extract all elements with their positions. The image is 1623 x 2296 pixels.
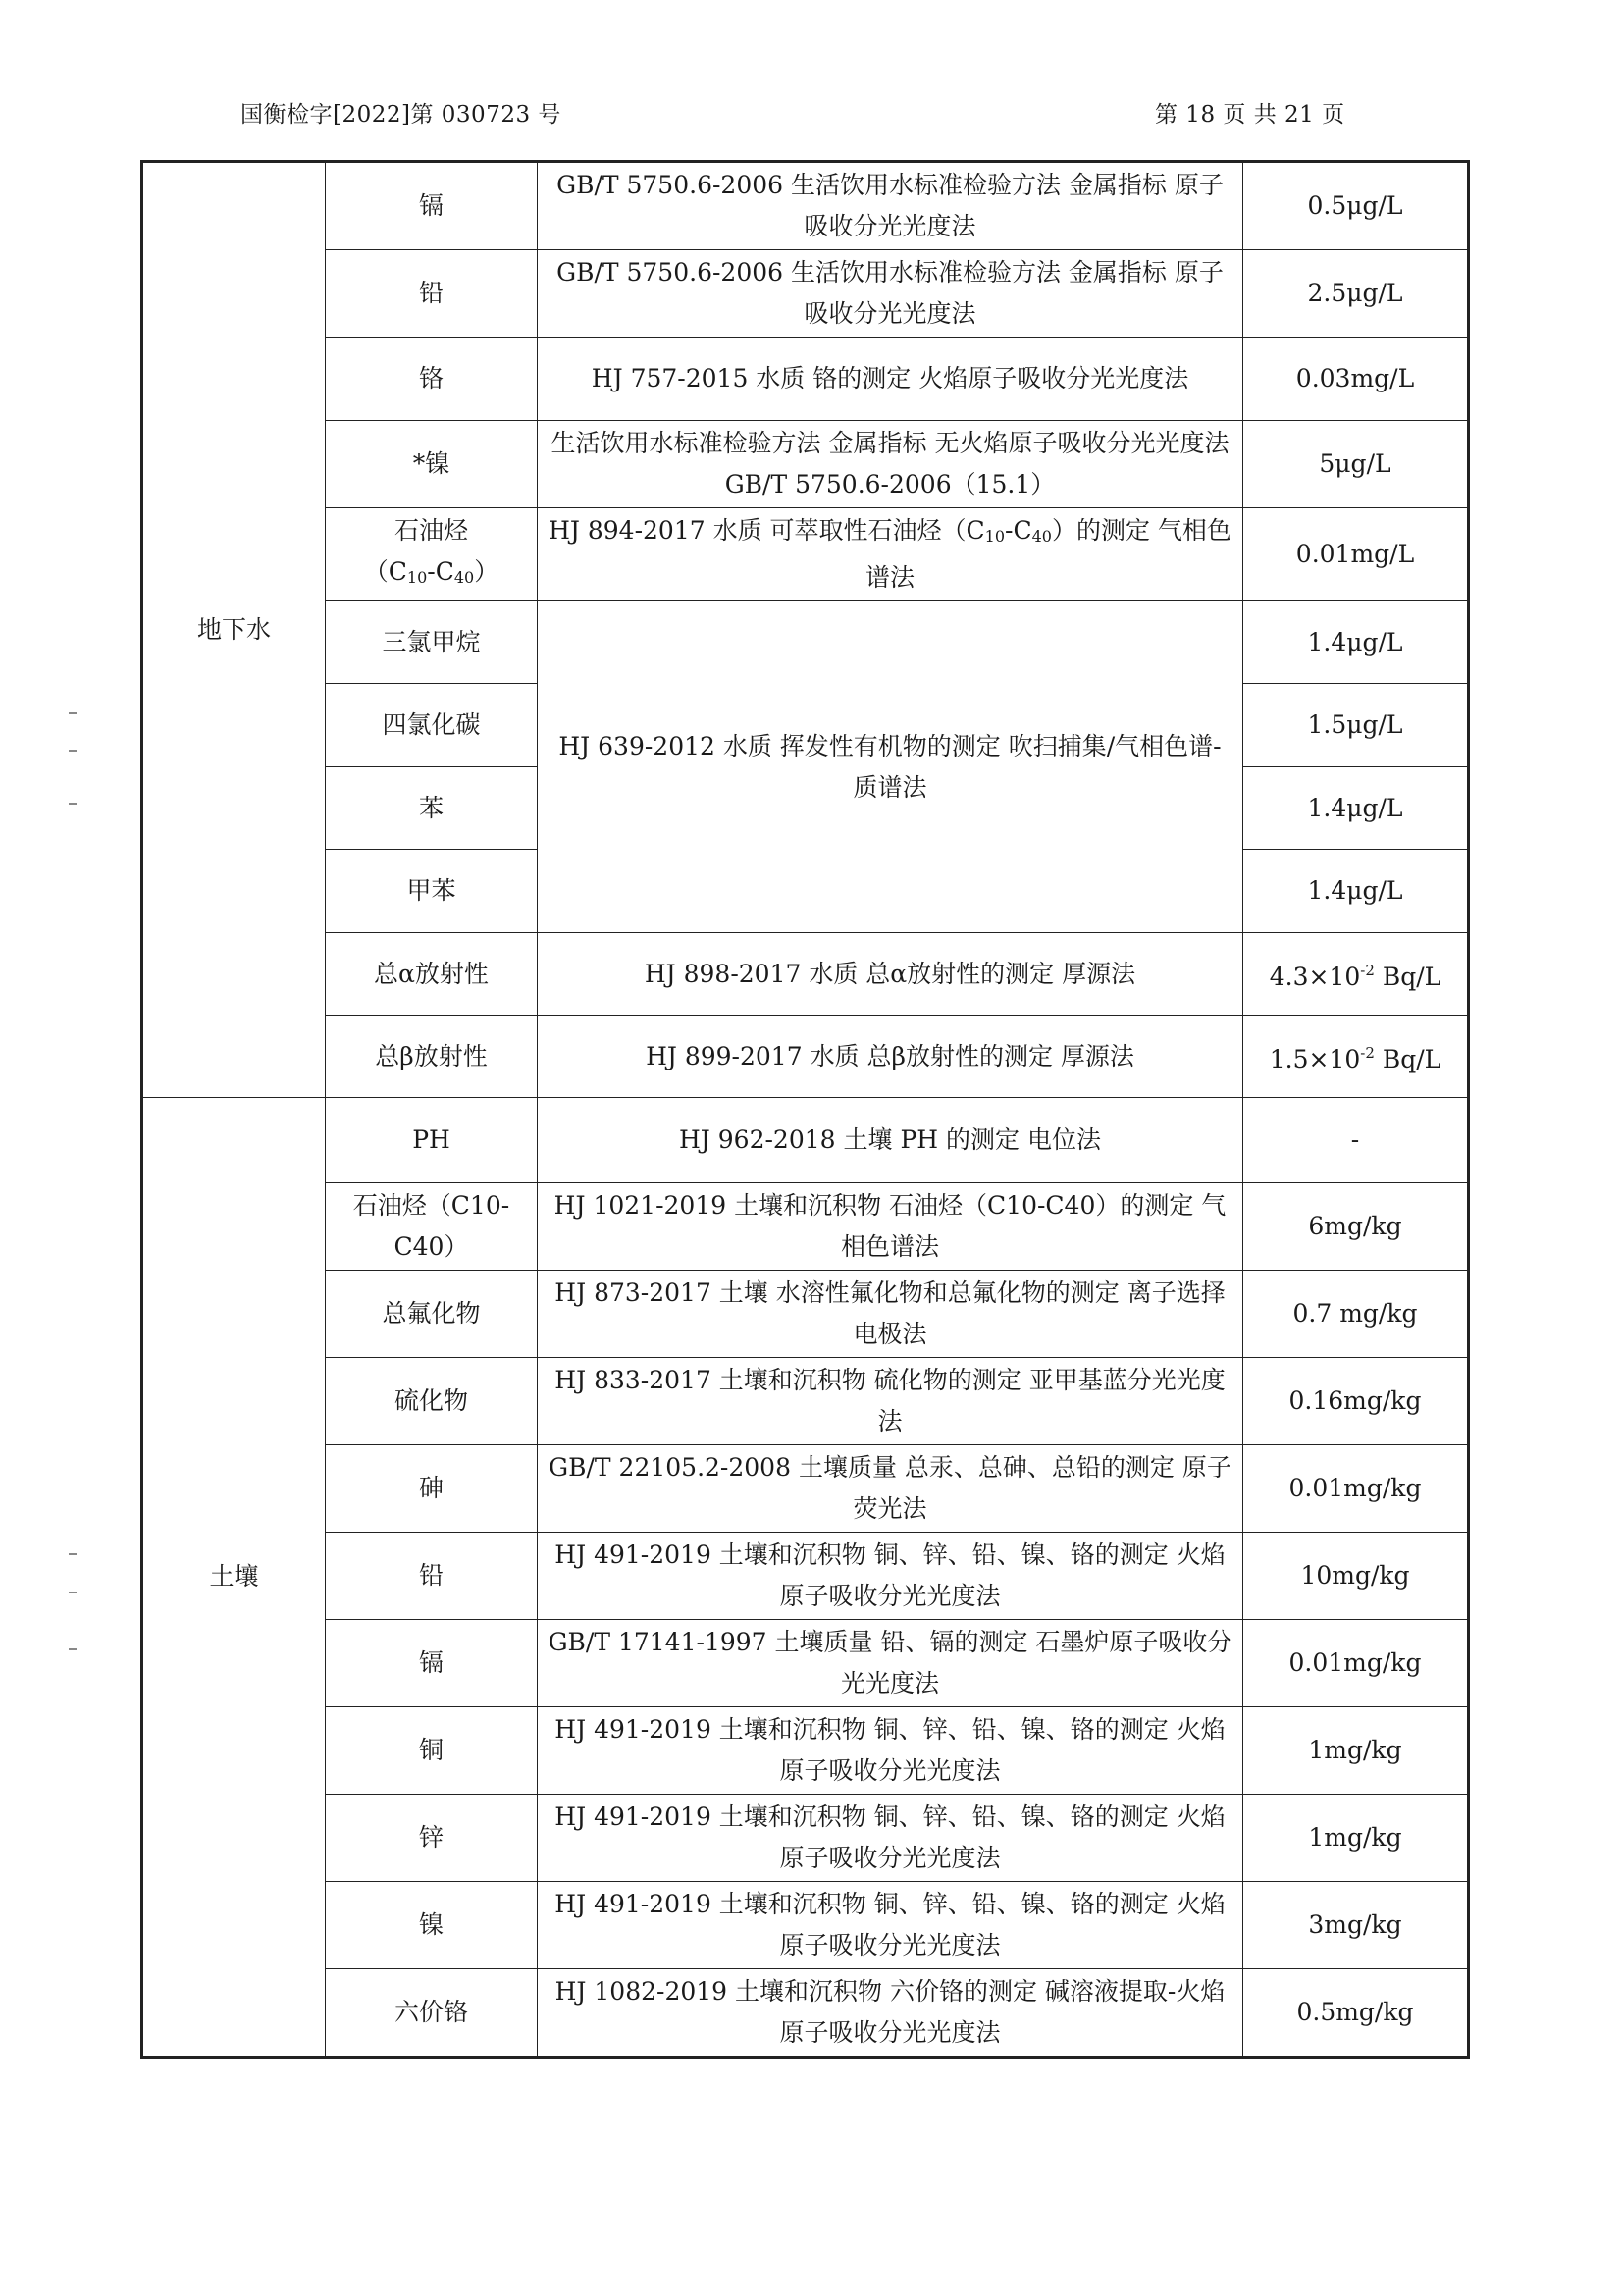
limit-cell: 1.4μg/L: [1243, 767, 1469, 850]
table-row: [142, 1016, 1469, 1098]
table-row: [142, 601, 1469, 684]
limit-cell: 0.01mg/kg: [1243, 1445, 1469, 1533]
table-row: [142, 1620, 1469, 1707]
table-row: [142, 250, 1469, 338]
method-cell: GB/T 17141-1997 土壤质量 铅、镉的测定 石墨炉原子吸收分光光度法: [538, 1620, 1243, 1707]
method-cell: HJ 491-2019 土壤和沉积物 铜、锌、铅、镍、铬的测定 火焰原子吸收分光光度法: [538, 1707, 1243, 1795]
item-cell: 总α放射性: [326, 933, 538, 1016]
method-cell: HJ 491-2019 土壤和沉积物 铜、锌、铅、镍、铬的测定 火焰原子吸收分光光度法: [538, 1533, 1243, 1620]
limit-cell: 0.01mg/L: [1243, 508, 1469, 601]
scan-mark: [69, 712, 77, 714]
limit-cell: 2.5μg/L: [1243, 250, 1469, 338]
scan-mark: [69, 1553, 77, 1555]
category-soil: 土壤: [142, 1098, 326, 2058]
limit-cell: 6mg/kg: [1243, 1183, 1469, 1271]
method-cell: GB/T 5750.6-2006 生活饮用水标准检验方法 金属指标 原子吸收分光光度法: [538, 250, 1243, 338]
table-row: [142, 162, 1469, 250]
table-row: [142, 1183, 1469, 1271]
item-cell: 石油烃 （C10-C40）: [326, 508, 538, 601]
method-cell: HJ 1021-2019 土壤和沉积物 石油烃（C10-C40）的测定 气相色谱法: [538, 1183, 1243, 1271]
limit-cell: 1mg/kg: [1243, 1707, 1469, 1795]
limit-cell: 0.16mg/kg: [1243, 1358, 1469, 1445]
limit-cell: 1.4μg/L: [1243, 601, 1469, 684]
item-cell: 砷: [326, 1445, 538, 1533]
item-cell: 镉: [326, 1620, 538, 1707]
method-cell: GB/T 5750.6-2006 生活饮用水标准检验方法 金属指标 原子吸收分光光度法: [538, 162, 1243, 250]
method-cell: HJ 894-2017 水质 可萃取性石油烃（C10-C40）的测定 气相色谱法: [538, 508, 1243, 601]
scan-mark: [69, 1592, 77, 1593]
item-cell: 镍: [326, 1882, 538, 1969]
method-cell: GB/T 22105.2-2008 土壤质量 总汞、总砷、总铅的测定 原子荧光法: [538, 1445, 1243, 1533]
table-row: [142, 1271, 1469, 1358]
method-cell: HJ 833-2017 土壤和沉积物 硫化物的测定 亚甲基蓝分光光度法: [538, 1358, 1243, 1445]
limit-cell: 10mg/kg: [1243, 1533, 1469, 1620]
item-cell: 三氯甲烷: [326, 601, 538, 684]
table-row: [142, 338, 1469, 421]
method-cell: HJ 1082-2019 土壤和沉积物 六价铬的测定 碱溶液提取-火焰原子吸收分光光度法: [538, 1969, 1243, 2058]
table-row: [142, 1882, 1469, 1969]
method-cell: HJ 757-2015 水质 铬的测定 火焰原子吸收分光光度法: [538, 338, 1243, 421]
limit-cell: $1.5\times 10^{-2}$ Bq/L: [1243, 1016, 1469, 1098]
method-cell: HJ 639-2012 水质 挥发性有机物的测定 吹扫捕集/气相色谱-质谱法: [538, 601, 1243, 933]
method-cell: HJ 491-2019 土壤和沉积物 铜、锌、铅、镍、铬的测定 火焰原子吸收分光光度法: [538, 1882, 1243, 1969]
limit-cell: 5μg/L: [1243, 421, 1469, 508]
item-cell: 镉: [326, 162, 538, 250]
table-row: [142, 1795, 1469, 1882]
limit-cell: 1.5μg/L: [1243, 684, 1469, 767]
item-cell: 总β放射性: [326, 1016, 538, 1098]
limit-cell: 0.5mg/kg: [1243, 1969, 1469, 2058]
scan-mark: [69, 803, 77, 805]
table-row: [142, 1098, 1469, 1183]
item-cell: 铜: [326, 1707, 538, 1795]
limit-cell: 1.4μg/L: [1243, 850, 1469, 933]
item-cell: 铬: [326, 338, 538, 421]
table-row: [142, 1707, 1469, 1795]
item-cell: 锌: [326, 1795, 538, 1882]
table-row: [142, 933, 1469, 1016]
item-cell: *镍: [326, 421, 538, 508]
limit-cell: 0.03mg/L: [1243, 338, 1469, 421]
test-method-table: [140, 160, 1470, 2059]
limit-cell: 0.7 mg/kg: [1243, 1271, 1469, 1358]
item-cell: 四氯化碳: [326, 684, 538, 767]
table-row: [142, 1358, 1469, 1445]
method-cell: HJ 899-2017 水质 总β放射性的测定 厚源法: [538, 1016, 1243, 1098]
item-cell: 铅: [326, 250, 538, 338]
table-row: [142, 1533, 1469, 1620]
limit-cell: 0.01mg/kg: [1243, 1620, 1469, 1707]
scan-mark: [69, 750, 77, 752]
category-groundwater: 地下水: [142, 162, 326, 1098]
limit-cell: 1mg/kg: [1243, 1795, 1469, 1882]
table-row: [142, 1445, 1469, 1533]
report-number: 国衡检字[2022]第 030723 号: [240, 102, 561, 128]
limit-cell: 0.5μg/L: [1243, 162, 1469, 250]
limit-cell: 3mg/kg: [1243, 1882, 1469, 1969]
method-cell: HJ 898-2017 水质 总α放射性的测定 厚源法: [538, 933, 1243, 1016]
method-cell: HJ 873-2017 土壤 水溶性氟化物和总氟化物的测定 离子选择电极法: [538, 1271, 1243, 1358]
item-cell: 苯: [326, 767, 538, 850]
item-cell: PH: [326, 1098, 538, 1183]
item-cell: 甲苯: [326, 850, 538, 933]
table-row: [142, 421, 1469, 508]
item-cell: 六价铬: [326, 1969, 538, 2058]
limit-cell: -: [1243, 1098, 1469, 1183]
page-info: 第 18 页 共 21 页: [1155, 102, 1345, 128]
table-row: [142, 1969, 1469, 2058]
item-cell: 铅: [326, 1533, 538, 1620]
method-cell: HJ 962-2018 土壤 PH 的测定 电位法: [538, 1098, 1243, 1183]
table-row: [142, 508, 1469, 601]
item-cell: 总氟化物: [326, 1271, 538, 1358]
method-cell: HJ 491-2019 土壤和沉积物 铜、锌、铅、镍、铬的测定 火焰原子吸收分光光度法: [538, 1795, 1243, 1882]
item-cell: 硫化物: [326, 1358, 538, 1445]
limit-cell: $4.3\times 10^{-2}$ Bq/L: [1243, 933, 1469, 1016]
item-cell: 石油烃（C10-C40）: [326, 1183, 538, 1271]
method-cell: 生活饮用水标准检验方法 金属指标 无火焰原子吸收分光光度法 GB/T 5750.6-2006（15.1）: [538, 421, 1243, 508]
scan-mark: [69, 1648, 77, 1650]
